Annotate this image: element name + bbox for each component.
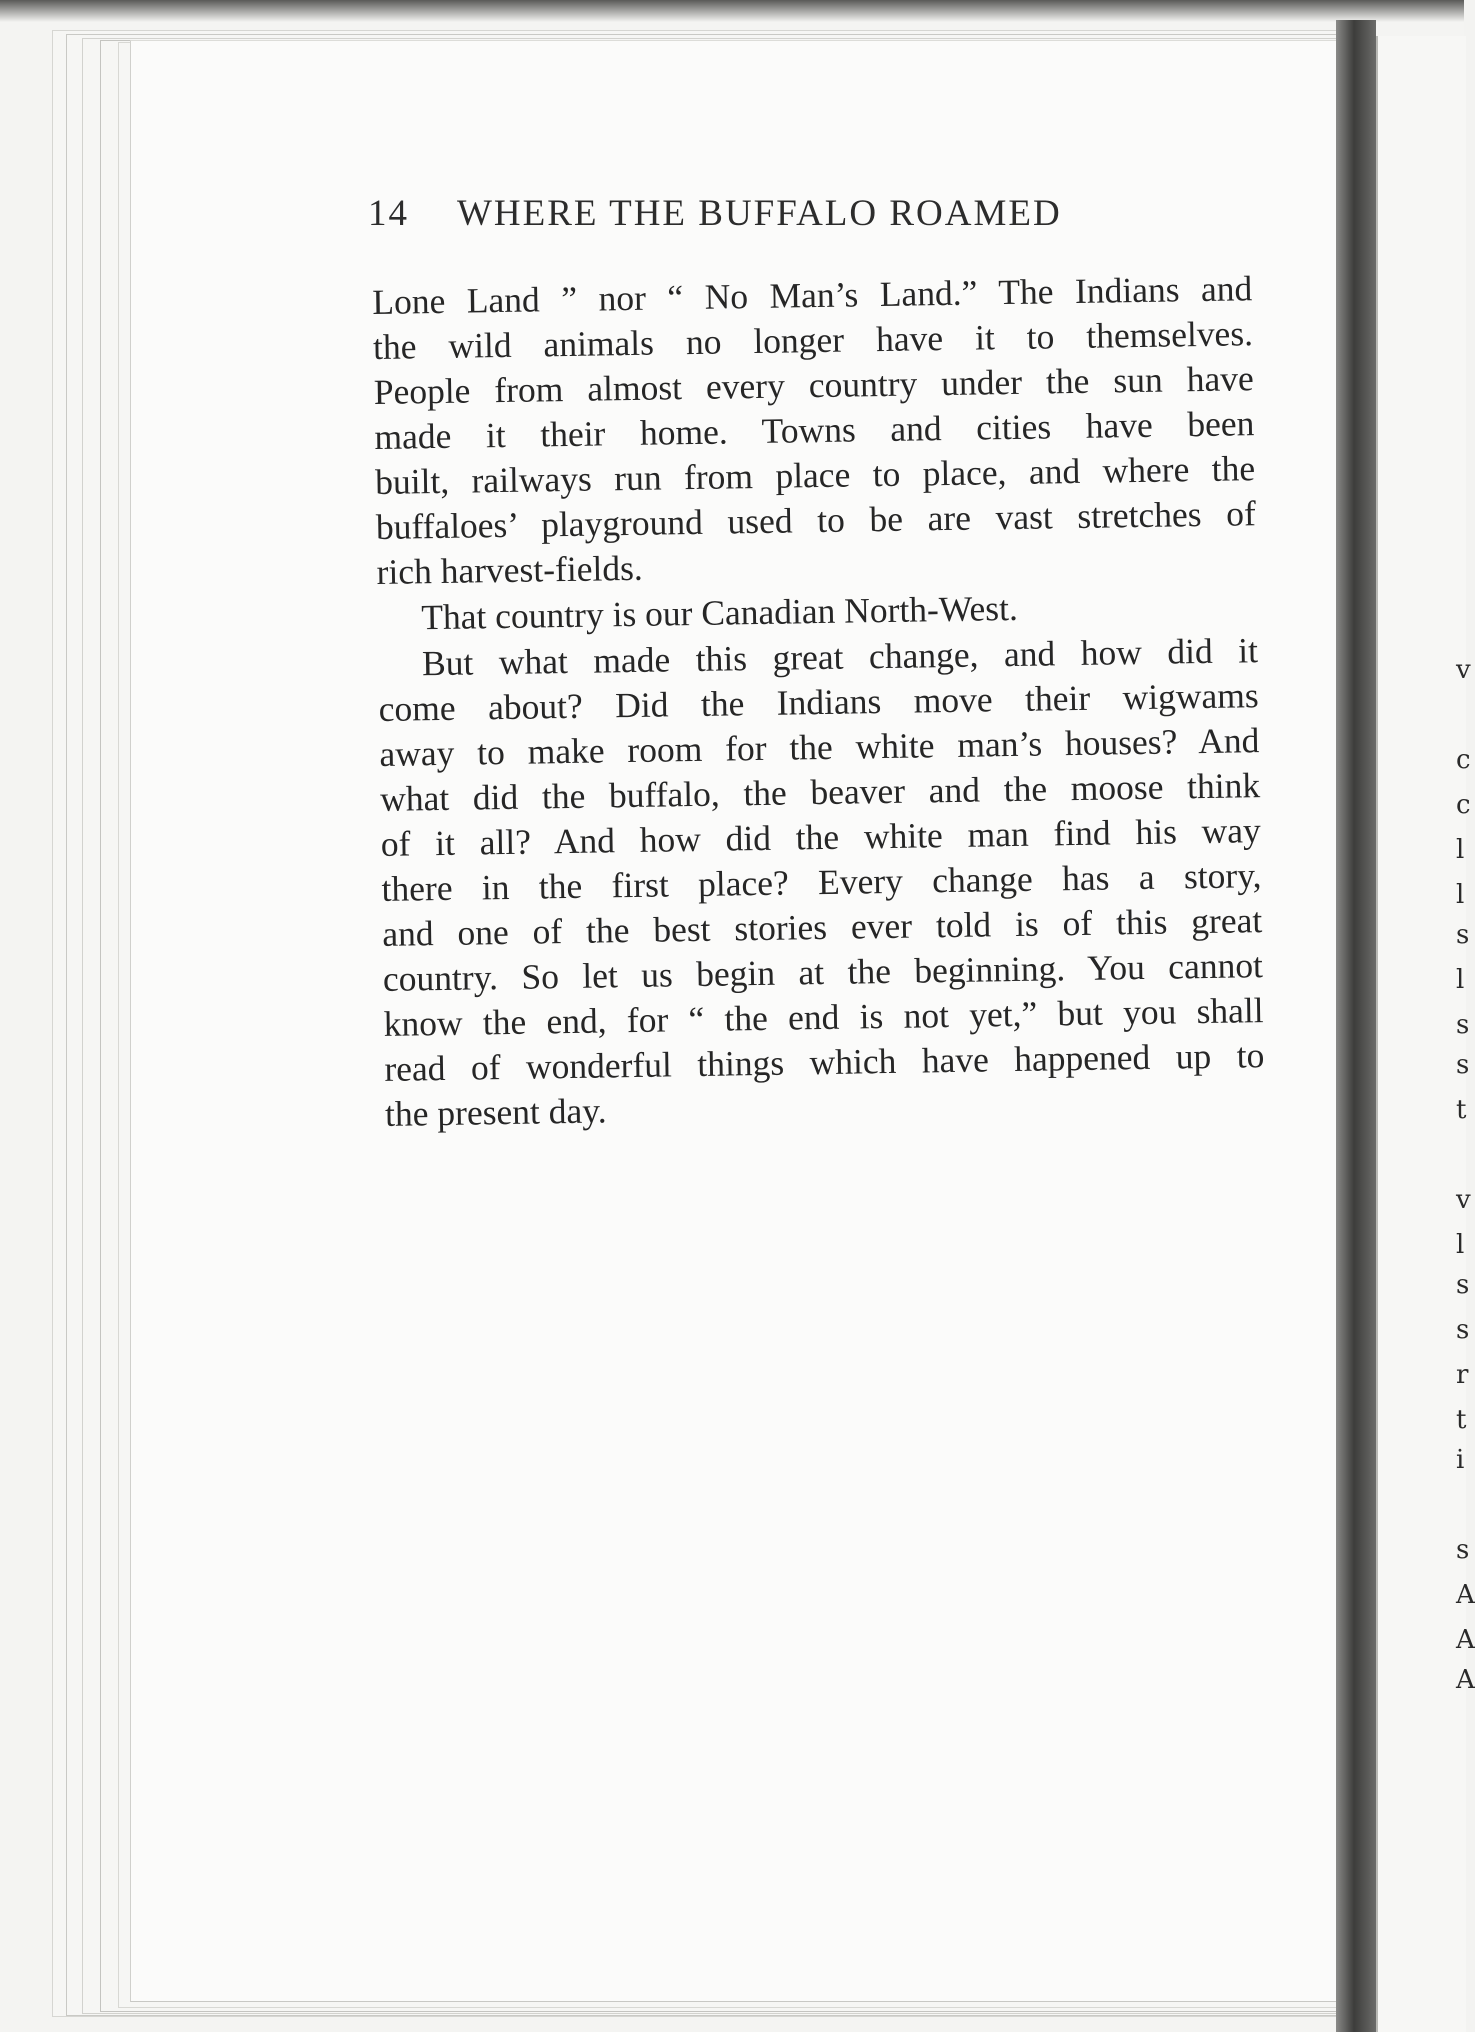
facing-page-letter: c bbox=[1456, 790, 1471, 820]
text-line: know the end, for “ the end is not yet,” but you shall bbox=[383, 990, 1264, 1044]
body-text bbox=[372, 266, 1265, 1138]
facing-page-letter: s bbox=[1456, 1535, 1470, 1565]
facing-page-letter: v bbox=[1456, 655, 1471, 685]
running-head bbox=[368, 192, 1148, 240]
facing-page-letter: c bbox=[1456, 745, 1471, 775]
text-line: what did the buffalo, the beaver and the moose think bbox=[379, 765, 1261, 819]
text-line: People from almost every country under the sun have bbox=[373, 358, 1254, 412]
facing-page-letter: l bbox=[1456, 1230, 1465, 1260]
text-line: and one of the best stories ever told is of this great bbox=[381, 900, 1263, 954]
text-line: there in the first place? Every change has a story, bbox=[381, 855, 1262, 909]
facing-page-letter: t bbox=[1456, 1095, 1467, 1125]
text-line: buffaloes’ playground used to be are vast stretches of bbox=[375, 493, 1257, 547]
text-line: Lone Land ” nor “ No Man’s Land.” The Indians and bbox=[372, 268, 1253, 322]
text-line: But what made this great change, and how did it bbox=[421, 630, 1259, 684]
text-line: read of wonderful things which have happened up to bbox=[384, 1035, 1265, 1089]
facing-page-edge bbox=[1376, 36, 1469, 2032]
text-line: built, railways run from place to place, and where the bbox=[374, 448, 1256, 502]
facing-page-letter: l bbox=[1456, 880, 1465, 910]
top-edge-shadow bbox=[0, 0, 1464, 22]
facing-page-letter: s bbox=[1456, 1270, 1470, 1300]
text-line: rich harvest-fields. bbox=[376, 547, 644, 592]
text-line: made it their home. Towns and cities have been bbox=[374, 403, 1255, 457]
binding-gutter bbox=[1336, 20, 1376, 2032]
facing-page-letter: s bbox=[1456, 920, 1470, 950]
book-title: WHERE THE BUFFALO ROAMED bbox=[457, 193, 1062, 234]
paragraph bbox=[378, 628, 1266, 1137]
text-line: of it all? And how did the white man find his way bbox=[380, 810, 1262, 864]
facing-page-letter: l bbox=[1456, 835, 1465, 865]
text-line: That country is our Canadian North-West. bbox=[420, 587, 1019, 638]
facing-page-letter: t bbox=[1456, 1405, 1467, 1435]
facing-page-letter: s bbox=[1456, 1315, 1470, 1345]
text-line: the present day. bbox=[384, 1090, 607, 1134]
text-line: come about? Did the Indians move their wigwams bbox=[378, 675, 1259, 729]
text-line: country. So let us begin at the beginning. You cannot bbox=[382, 945, 1264, 999]
facing-page-letter: A bbox=[1456, 1665, 1475, 1695]
facing-page-letter: i bbox=[1456, 1445, 1465, 1475]
facing-page-letter: s bbox=[1456, 1010, 1470, 1040]
facing-page-letter: l bbox=[1456, 965, 1465, 995]
text-line: the wild animals no longer have it to themselves. bbox=[372, 313, 1254, 367]
paragraph bbox=[372, 266, 1257, 595]
facing-page-letter: A bbox=[1456, 1580, 1475, 1610]
facing-page-letter: s bbox=[1456, 1050, 1470, 1080]
text-line: away to make room for the white man’s houses? And bbox=[379, 720, 1260, 774]
facing-page-letter: v bbox=[1456, 1185, 1471, 1215]
facing-page-letter: A bbox=[1456, 1625, 1475, 1655]
page-number: 14 bbox=[368, 193, 409, 234]
facing-page-letter: r bbox=[1456, 1360, 1469, 1390]
